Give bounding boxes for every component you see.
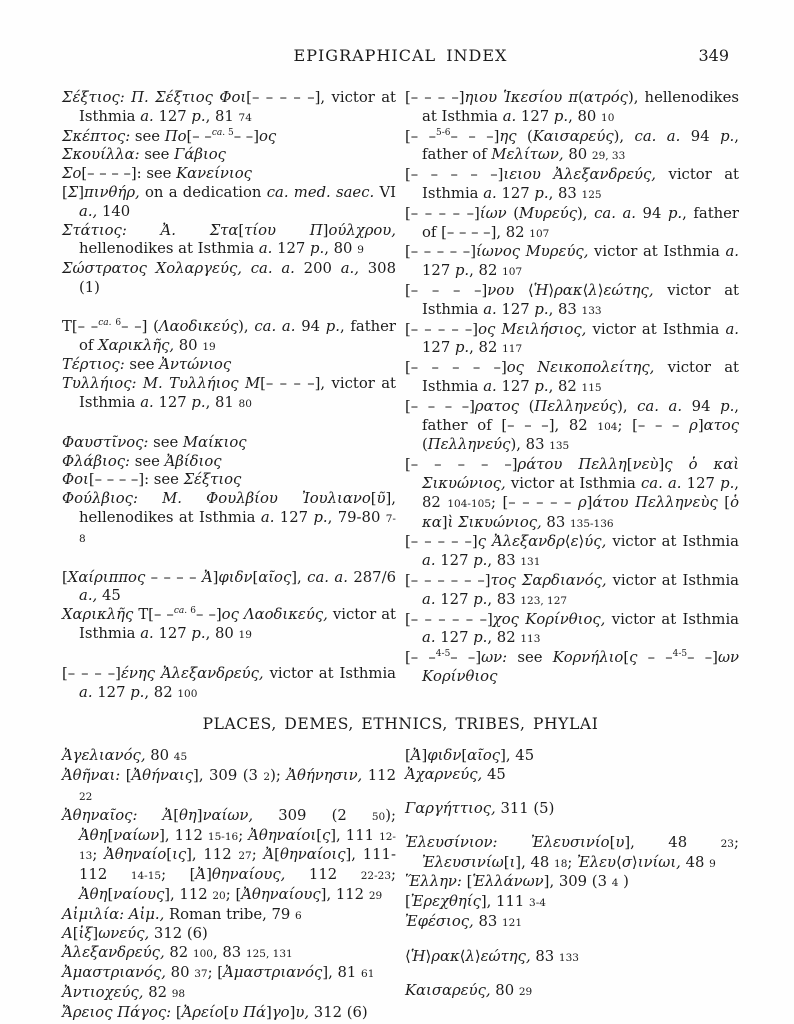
- index-entry: Γαργήττιος, 311 (5): [405, 799, 555, 817]
- places-right-column: [405, 747, 739, 1022]
- index-entry: [– –$^{4-5}$– –]ων: see Κορνήλιο[ς – –$^{4-5}$– –]ων Κορίνθιος: [405, 649, 739, 685]
- index-entry: Φαυστῖνος: see Μαίκιος: [62, 433, 247, 451]
- index-entry: [– – – – – –]χος Κορίνθιος, victor at Isthmia a. 127 p., 82 113: [405, 610, 739, 647]
- index-entry: Σκουίλλα: see Γάβιος: [62, 146, 226, 164]
- index-entry: Φοι[– – – –]: see Σέξτιος: [62, 471, 242, 489]
- entry-group: [62, 318, 396, 414]
- index-right-column: [405, 89, 739, 703]
- running-head: EPIGRAPHICAL INDEX: [293, 46, 508, 65]
- index-entry: [– – – – –]ιειου Ἀλεξανδρεύς, victor at Isthmia a. 127 p., 83 125: [405, 166, 740, 202]
- entry-group: [405, 89, 739, 687]
- entry-group: [405, 747, 739, 785]
- index-entry: Σώστρατος Χολαργεύς, ca. a. 200 a., 308 (1): [62, 260, 396, 296]
- places-left-column: [62, 747, 396, 1022]
- index-entry: Φλάβιος: see Ἀβίδιος: [62, 452, 222, 470]
- index-entry: [– – – – –]ος Νεικοπολείτης, victor at Isthmia a. 127 p., 82 115: [405, 359, 739, 395]
- index-entry: Ἕλλην: [Ἑλλάνων], 309 (3 4 ): [405, 873, 629, 891]
- entry-group: [405, 834, 739, 933]
- index-entry: Ἀντιοχεύς, 82 98: [62, 983, 186, 1001]
- entry-group: [405, 948, 739, 968]
- entry-group: [62, 569, 396, 645]
- index-entry: ⟨Ἡ⟩ρακ⟨λ⟩εώτης, 83 133: [405, 947, 579, 965]
- index-left-column: [62, 89, 396, 703]
- index-entry: [– – – – –]ς Ἀλεξανδρ⟨ε⟩ύς, victor at Isthmia a. 127 p., 83 131: [405, 533, 739, 570]
- index-entry: [Ἀ]φιδν[αῖος], 45: [405, 747, 535, 765]
- entry-group: [62, 747, 396, 1022]
- index-entry: Σκέπτος: see Πο[– –$^{ca. 5}$– –]ος: [62, 127, 277, 145]
- index-entry: Ἐφέσιος, 83 121: [405, 912, 523, 930]
- index-entry: [– – – –]ηιου Ἱκεσίου π(ατρός), hellenodikes at Isthmia a. 127 p., 80 10: [405, 89, 740, 125]
- page-number: 349: [698, 46, 729, 65]
- entry-group: [62, 665, 396, 704]
- places-section-heading: PLACES, DEMES, ETHNICS, TRIBES, PHYLAI: [202, 715, 599, 734]
- entry-group: [405, 982, 739, 1002]
- index-entry: Ἀχαρνεύς, 45: [405, 766, 506, 784]
- index-entry: Σέξτιος: Π. Σέξτιος Φοι[– – – – –], victor at Isthmia a. 127 p., 81 74: [62, 89, 397, 125]
- index-entry: Ἀμαστριανός, 80 37; [Ἀμαστριανός], 81 61: [62, 964, 375, 982]
- index-entry: [– – – – –]ίων (Μυρεύς), ca. a. 94 p., father of [– – – –], 82 107: [405, 204, 740, 241]
- index-entry: Σο[– – – –]: see Κανείνιος: [62, 165, 252, 183]
- index-entry: Ἀλεξανδρεύς, 82 100, 83 125, 131: [62, 944, 293, 962]
- epigraphical-index-section: [62, 89, 739, 703]
- entry-group: [62, 89, 396, 298]
- index-entry: [Ἐρεχθηίς], 111 3-4: [405, 893, 546, 911]
- places-section: [62, 747, 739, 1022]
- entry-group: [405, 800, 739, 819]
- index-entry: Α[ἰξ]ωνεύς, 312 (6): [62, 925, 208, 943]
- index-entry: Στάτιος: Ἀ. Στα[τίου Π]ούλχρου, hellenodikes at Isthmia a. 127 p., 80 9: [62, 221, 397, 258]
- entry-group: [62, 434, 396, 549]
- index-entry: [– – – –]νου ⟨Ἡ⟩ρακ⟨λ⟩εώτης, victor at Isthmia a. 127 p., 83 133: [405, 281, 740, 318]
- index-entry: Αἰμιλία: Αἰμ., Roman tribe, 79 6: [62, 905, 302, 923]
- index-entry: Χαρικλῆς T[– –$^{ca. 6}$– –]ος Λαοδικεύς, victor at Isthmia a. 127 p., 80 19: [62, 606, 396, 642]
- index-entry: [– –$^{5-6}$– – –]ης (Καισαρεύς), ca. a. 94 p., father of Μελίτων, 80 29, 33: [405, 127, 739, 164]
- index-entry: [Σ]πινθήρ, on a dedication ca. med. saec. VI a., 140: [62, 183, 396, 220]
- index-entry: [Χαίριππος – – – – Ἀ]φιδν[αῖος], ca. a. 287/6 a., 45: [62, 568, 396, 605]
- index-entry: Ἄρειος Πάγος: [Ἀρείο[υ Πά]γο]υ, 312 (6): [62, 1003, 368, 1021]
- index-entry: T[– –$^{ca. 6}$– –] (Λαοδικεύς), ca. a. 94 p., father of Χαρικλῆς, 80 19: [62, 317, 396, 354]
- page-header: [62, 46, 739, 66]
- index-entry: Τυλλήιος: Μ. Τυλλήιος Μ[– – – –], victor at Isthmia a. 127 p., 81 80: [62, 375, 396, 411]
- index-entry: Φούλβιος: Μ. Φουλβίου Ἰουλιανο[ῦ], hellenodikes at Isthmia a. 127 p., 79-80 7-8: [62, 490, 396, 545]
- index-entry: Ἐλευσίνιον: Ἐλευσινίο[υ], 48 23; Ἐλευσινίω[ι], 48 18; Ἐλευ⟨σ⟩ινίωι, 48 9: [405, 833, 739, 871]
- index-entry: Ἀθηναῖος: Ἀ[θη]ναίων, 309 (2 50); Ἀθη[ναίων], 112 15-16; Ἀθηναίοι[ς], 111 12-13; Ἀθηναίο[ις], 112 27; Ἀ[θηναίοις], 111-112 14-15; [Ἀ]θηναίους, 112 22-23; Ἀθη[ναίους], 112 20; [Ἀθηναίους], 112 29: [62, 806, 397, 903]
- index-entry: [– – – – –]ος Μειλήσιος, victor at Isthmia a. 127 p., 82 117: [405, 320, 740, 357]
- index-entry: [– – – – – –]τος Σαρδιανός, victor at Isthmia a. 127 p., 83 123, 127: [405, 571, 739, 608]
- index-entry: [– – – –]ένης Ἀλεξανδρεύς, victor at Isthmia a. 127 p., 82 100: [62, 664, 397, 701]
- index-entry: Ἀθῆναι: [Ἀθήναις], 309 (3 2); Ἀθήνησιν, 112 22: [62, 767, 396, 803]
- index-entry: [– – – –]ρατος (Πελληνεύς), ca. a. 94 p., father of [– – –], 82 104; [– – – ρ]ατος (Πελληνεύς), 83 135: [405, 397, 739, 454]
- index-entry: Ἀγελιανός, 80 45: [62, 747, 188, 765]
- index-entry: Καισαρεύς, 80 29: [405, 982, 533, 1000]
- index-entry: Τέρτιος: see Ἀντώνιος: [62, 356, 232, 374]
- index-entry: [– – – – –]ράτου Πελλη[νεὺ]ς ὁ καὶ Σικυώνιος, victor at Isthmia ca. a. 127 p., 82 104-105; [– – – – – ρ]άτου Πελληνεὺς [ὁ κα]ὶ Σικυώνιος, 83 135-136: [405, 456, 740, 531]
- index-entry: [– – – – –]ίωνος Μυρεύς, victor at Isthmia a. 127 p., 82 107: [405, 243, 739, 280]
